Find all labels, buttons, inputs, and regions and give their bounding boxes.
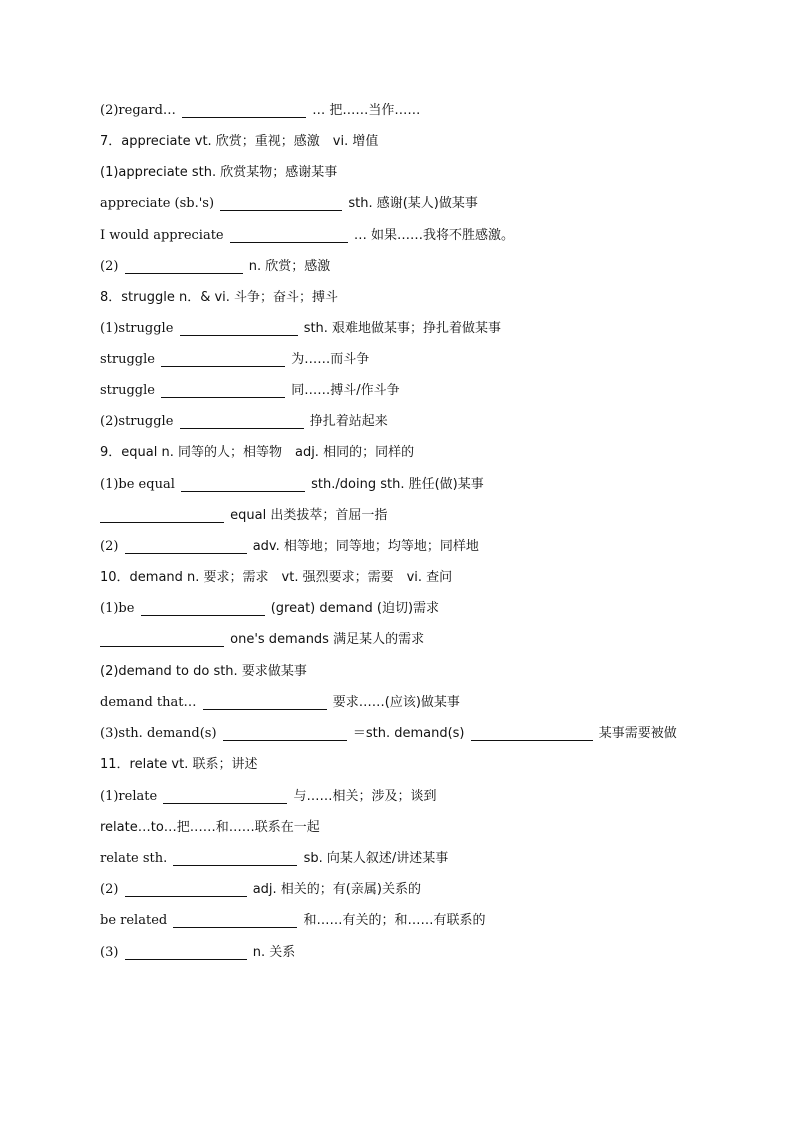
answer-blank[interactable]	[125, 261, 243, 274]
line-meet-demands	[100, 630, 424, 650]
text: (1)appreciate sth. 欣赏某物；感谢某事	[100, 165, 338, 180]
heading-appreciate	[100, 132, 378, 152]
line-appreciate-1	[100, 163, 337, 183]
text: struggle	[100, 352, 155, 367]
line-regard	[100, 101, 420, 121]
text: be related	[100, 913, 168, 928]
answer-blank[interactable]	[181, 479, 305, 492]
heading-demand	[100, 568, 452, 588]
line-without-equal	[100, 506, 387, 526]
answer-blank[interactable]	[125, 947, 247, 960]
heading-equal	[100, 443, 414, 463]
text: (2)demand to do sth. 要求做某事	[100, 664, 307, 679]
text: I would appreciate	[100, 228, 224, 243]
answer-blank[interactable]	[203, 697, 327, 710]
text: (3)	[100, 945, 119, 960]
text: … 如果……我将不胜感激。	[353, 228, 515, 243]
text: (2)struggle	[100, 414, 174, 429]
answer-blank[interactable]	[173, 915, 297, 928]
text: sth. 感谢(某人)做某事	[348, 196, 478, 211]
text: (2)regard…	[100, 103, 176, 118]
line-relate-2	[100, 880, 421, 900]
line-struggle-1	[100, 319, 501, 339]
line-appreciate-2	[100, 257, 330, 277]
text: 10．demand n. 要求；需求 vt. 强烈要求；需要 vi. 查问	[100, 570, 453, 585]
text: (1)be	[100, 601, 135, 616]
answer-blank[interactable]	[161, 354, 285, 367]
line-relate-sth	[100, 849, 448, 869]
text: 要求……(应该)做某事	[332, 695, 460, 710]
text: (2)	[100, 539, 119, 554]
answer-blank[interactable]	[161, 385, 285, 398]
answer-blank[interactable]	[180, 323, 298, 336]
text: 7．appreciate vt. 欣赏；重视；感激 vi. 增值	[100, 134, 379, 149]
line-equal-2	[100, 537, 479, 557]
answer-blank[interactable]	[471, 728, 593, 741]
text: 挣扎着站起来	[309, 414, 388, 429]
answer-blank[interactable]	[125, 884, 247, 897]
line-struggle-for	[100, 350, 369, 370]
answer-blank[interactable]	[141, 603, 265, 616]
text: relate…to…把……和……联系在一起	[100, 820, 320, 835]
text: (3)sth. demand(s)	[100, 726, 217, 741]
line-struggle-2	[100, 412, 388, 432]
text: 8．struggle n．& vi. 斗争；奋斗；搏斗	[100, 290, 339, 305]
text: (1)be equal	[100, 477, 175, 492]
text: appreciate (sb.'s)	[100, 196, 215, 211]
heading-relate	[100, 755, 257, 775]
line-be-related	[100, 911, 486, 931]
answer-blank[interactable]	[100, 510, 224, 523]
text: equal 出类拔萃；首屈一指	[230, 508, 388, 523]
text: (2)	[100, 882, 119, 897]
line-relate-1	[100, 787, 436, 807]
line-relate-3	[100, 943, 295, 963]
line-demand-1	[100, 599, 439, 619]
text: struggle	[100, 383, 155, 398]
answer-blank[interactable]	[182, 105, 306, 118]
text: 与……相关；涉及；谈到	[293, 789, 437, 804]
line-appreciate-sb	[100, 194, 478, 214]
text: sb. 向某人叙述/讲述某事	[303, 851, 449, 866]
text: 11．relate vt. 联系；讲述	[100, 757, 258, 772]
answer-blank[interactable]	[173, 853, 297, 866]
answer-blank[interactable]	[223, 728, 347, 741]
text: sth. 艰难地做某事；挣扎着做某事	[303, 321, 502, 336]
answer-blank[interactable]	[163, 791, 287, 804]
line-demand-3	[100, 724, 677, 744]
line-demand-that	[100, 693, 460, 713]
text: 某事需要被做	[598, 726, 677, 741]
text: (1)relate	[100, 789, 158, 804]
line-demand-2	[100, 662, 307, 682]
text: adj. 相关的；有(亲属)关系的	[252, 882, 421, 897]
text: … 把……当作……	[312, 103, 421, 118]
text: (1)struggle	[100, 321, 174, 336]
answer-blank[interactable]	[100, 634, 224, 647]
text: n. 欣赏；感激	[248, 259, 331, 274]
text: demand that…	[100, 695, 197, 710]
text: sth./doing sth. 胜任(做)某事	[311, 477, 484, 492]
line-equal-1	[100, 475, 484, 495]
text: ＝sth. demand(s)	[352, 726, 465, 741]
text: 9．equal n. 同等的人；相等物 adj. 相同的；同样的	[100, 445, 415, 460]
text: (great) demand (迫切)需求	[270, 601, 440, 616]
line-would-appreciate	[100, 226, 514, 246]
answer-blank[interactable]	[230, 230, 348, 243]
answer-blank[interactable]	[180, 416, 304, 429]
text: 为……而斗争	[291, 352, 370, 367]
text: adv. 相等地；同等地；均等地；同样地	[252, 539, 479, 554]
text: 和……有关的；和……有联系的	[303, 913, 486, 928]
answer-blank[interactable]	[125, 541, 247, 554]
heading-struggle	[100, 288, 338, 308]
text: (2)	[100, 259, 119, 274]
text: one's demands 满足某人的需求	[230, 632, 425, 647]
text: n. 关系	[252, 945, 296, 960]
answer-blank[interactable]	[220, 198, 342, 211]
text: 同……搏斗/作斗争	[291, 383, 400, 398]
line-struggle-with	[100, 381, 400, 401]
text: relate sth.	[100, 851, 168, 866]
line-relate-to	[100, 818, 320, 838]
